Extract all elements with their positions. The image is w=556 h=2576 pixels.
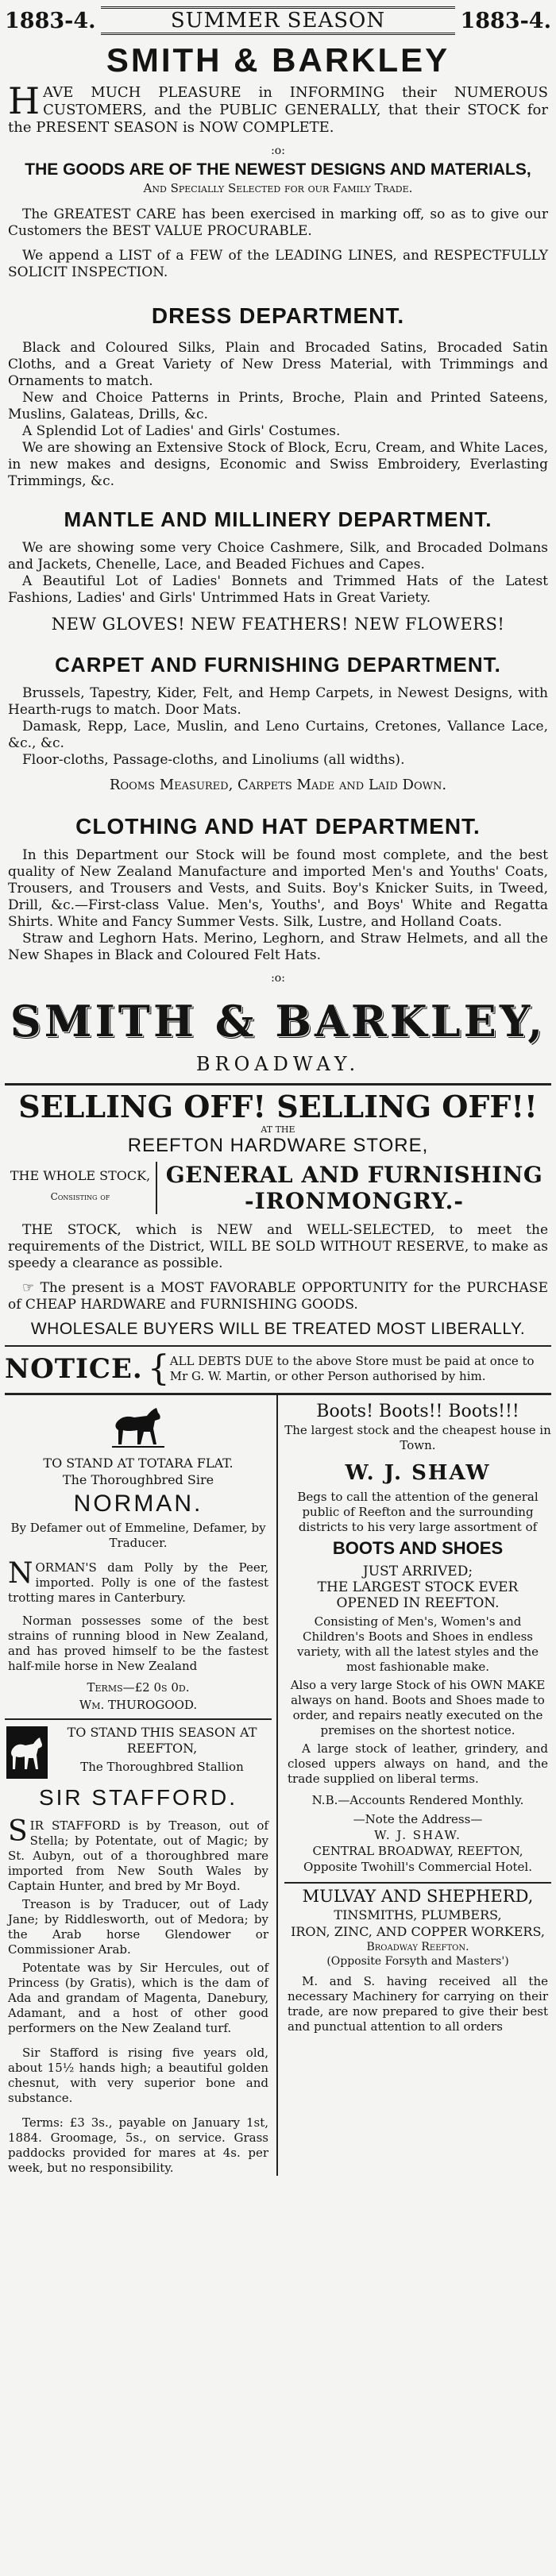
intro-drop-cap: H bbox=[8, 79, 41, 122]
stafford-name: SIR STAFFORD. bbox=[38, 1785, 238, 1810]
nb-accounts: N.B.—Accounts Rendered Monthly. bbox=[311, 1793, 524, 1807]
stock-paragraph: THE STOCK, which is NEW and WELL-SELECTED, to meet the requirements of the District, WILL BE SOLD WITHOUT RESERVE, to make as speedy a clearance as possible. bbox=[8, 1222, 548, 1271]
own-make-text: Also a very large Stock of his OWN MAKE always on hand. Boots and Shoes made to order, and repairs neatly executed on the premises on the shortest notice. bbox=[290, 1678, 546, 1737]
list-paragraph: We append a LIST of a FEW of the LEADING LINES, and RESPECTFULLY SOLICIT INSPECTION. bbox=[8, 248, 548, 280]
intro-paragraph bbox=[8, 79, 548, 137]
two-column-section bbox=[5, 1395, 551, 2176]
year-right: 1883-4. bbox=[460, 8, 551, 33]
notice-block bbox=[5, 1348, 551, 1389]
boots-sub: The largest stock and the cheapest house in Town. bbox=[284, 1423, 551, 1452]
horse-icon bbox=[5, 1725, 52, 1784]
stafford-potentate: Potentate was by Sir Hercules, out of Princess (by Gratis), which is the dam of Ada and grandam of Magenta, Danebury, Adamant, and a host of other good performers on the New Zealand turf. bbox=[8, 1961, 268, 2035]
stafford-terms: Terms: £3 3s., payable on January 1st, 1884. Groomage, 5s., on service. Grass paddocks provided for mares at 4s. per week, but no responsibility. bbox=[8, 2115, 268, 2175]
mulvay-name: MULVAY AND SHEPHERD, bbox=[302, 1887, 534, 1906]
clothing-body bbox=[5, 847, 551, 964]
boots-headline: Boots! Boots!! Boots!!! bbox=[316, 1402, 519, 1421]
care-paragraph: The GREATEST CARE has been exercised in marking off, so as to give our Customers the BEST VALUE PROCURABLE. bbox=[8, 206, 548, 239]
dress-body bbox=[5, 340, 551, 490]
note-address: —Note the Address— bbox=[353, 1812, 483, 1826]
whole-stock: THE WHOLE STOCK, bbox=[10, 1168, 151, 1183]
carpet-body bbox=[5, 685, 551, 769]
separator: :o: bbox=[271, 972, 285, 985]
mantle-title: MANTLE AND MILLINERY DEPARTMENT. bbox=[64, 507, 492, 531]
pointing-hand-icon: ☞ bbox=[22, 1280, 41, 1296]
mulvay-opp: (Opposite Forsyth and Masters') bbox=[326, 1955, 509, 1968]
footer-firm-name: SMITH & BARKLEY, bbox=[10, 996, 546, 1047]
general-furnishing: GENERAL AND FURNISHING bbox=[165, 1162, 543, 1188]
just-arrived: JUST ARRIVED; bbox=[362, 1564, 473, 1579]
rooms-line: Rooms Measured, Carpets Made and Laid Down. bbox=[109, 777, 447, 793]
stafford-to-stand: TO STAND THIS SEASON AT REEFTON, bbox=[67, 1725, 257, 1756]
firm-title: SMITH & BARKLEY bbox=[106, 41, 450, 79]
whole-stock-box bbox=[5, 1162, 157, 1214]
address-street: CENTRAL BROADWAY, REEFTON, bbox=[312, 1844, 523, 1858]
ironmongry: -IRONMONGRY.- bbox=[244, 1188, 465, 1214]
norman-by-line: By Defamer out of Emmeline, Defamer, by Traducer. bbox=[10, 1521, 266, 1550]
norman-sire-line: The Thoroughbred Sire bbox=[62, 1472, 214, 1487]
norman-name: NORMAN. bbox=[73, 1490, 203, 1517]
dress-line: A Splendid Lot of Ladies' and Girls' Costumes. bbox=[22, 423, 341, 439]
notice-brace: { bbox=[147, 1348, 170, 1389]
carpet-title: CARPET AND FURNISHING DEPARTMENT. bbox=[55, 653, 501, 677]
stafford-pedigree: S IR STAFFORD is by Treason, out of Stella; by Potentate, out of Magic; by St. Aubyn, out of a thoroughbred mare imported from New South Wales by Captain Hunter, and bred by Mr Boyd. bbox=[8, 1815, 268, 1893]
mantle-line: We are showing some very Choice Cashmere, Silk, and Brocaded Dolmans and Jackets, Chenelle, Lace, and Beaded Fichues and Capes. bbox=[8, 540, 548, 573]
norman-terms: Terms—£2 0s 0d. bbox=[87, 1680, 190, 1695]
dress-line: We are showing an Extensive Stock of Block, Ecru, Cream, and White Laces, in new makes and designs, Economic and Swiss Embroidery, Everlasting Trimmings, &c. bbox=[8, 440, 548, 489]
stafford-treason: Treason is by Traducer, out of Lady Jane; by Riddlesworth, out of Medora; by the Arab horse Glendower or Commissioner Arab. bbox=[8, 1897, 268, 1957]
separator: :o: bbox=[271, 145, 285, 157]
norman-dam: N ORMAN'S dam Polly by the Peer, imported. Polly is one of the fastest trotting mares in Canterbury. bbox=[8, 1557, 268, 1605]
at-the: AT THE bbox=[261, 1124, 295, 1135]
mulvay-iron: IRON, ZINC, AND COPPER WORKERS, bbox=[291, 1924, 545, 1939]
clothing-line: Straw and Leghorn Hats. Merino, Leghorn, and Straw Helmets, and all the New Shapes in Black and Coloured Felt Hats. bbox=[8, 931, 548, 963]
present-paragraph: ☞ The present is a MOST FAVORABLE OPPORTUNITY for the PURCHASE of CHEAP HARDWARE and FURNISHING GOODS. bbox=[8, 1280, 548, 1313]
right-column bbox=[278, 1395, 551, 2176]
notice-word: NOTICE. bbox=[5, 1353, 143, 1385]
norman-drop-cap: N bbox=[8, 1557, 33, 1590]
left-column bbox=[5, 1395, 278, 2176]
consisting-text: Consisting of Men's, Women's and Children's Boots and Shoes in endless variety, with all the latest styles and the most fashionable make. bbox=[296, 1614, 539, 1674]
leather-text: A large stock of leather, grindery, and closed uppers always on hand, and the trade supplied on liberal terms. bbox=[288, 1741, 548, 1786]
mulvay-street: Broadway Reefton. bbox=[366, 1941, 469, 1953]
address-opp: Opposite Twohill's Commercial Hotel. bbox=[303, 1860, 532, 1874]
stafford-rising: Sir Stafford is rising five years old, about 15½ hands high; a beautiful golden chesnut, with very superior bone and substance. bbox=[8, 2046, 268, 2105]
rule bbox=[5, 1718, 272, 1720]
rule bbox=[284, 1882, 551, 1884]
consisting-of: Consisting of bbox=[50, 1191, 110, 1202]
intro-text: AVE MUCH PLEASURE in INFORMING their NUMEROUS CUSTOMERS, and the PUBLIC GENERALLY, that their STOCK for the PRESENT SEASON is NOW COMPLETE. bbox=[8, 84, 548, 136]
clothing-line: In this Department our Stock will be found most complete, and the best quality of New Zealand Manufacture and imported Men's and Youths' Coats, Trousers, and Trousers and Vests, and Suits. Boy's Knicker Suits, in Tweed, Drill, &c.—First-class Value. Men's, Youths', and Boys' White and Regatta Shirts. White and Fancy Summer Vests. Silk, Lustre, and Holland Coats. bbox=[8, 847, 548, 930]
footer-street: BROADWAY. bbox=[195, 1053, 361, 1075]
carpet-line: Brussels, Tapestry, Kider, Felt, and Hemp Carpets, in Newest Designs, with Hearth-rugs to match. Door Mats. bbox=[8, 685, 548, 718]
carpet-line: Floor-cloths, Passage-cloths, and Linoliums (all widths). bbox=[22, 752, 405, 768]
season-title: SUMMER SEASON bbox=[101, 6, 456, 35]
carpet-line: Damask, Repp, Lace, Muslin, and Leno Curtains, Cretones, Vallance Lace, &c., &c. bbox=[8, 719, 548, 751]
year-left: 1883-4. bbox=[5, 8, 96, 33]
boots-shoes: BOOTS AND SHOES bbox=[332, 1538, 504, 1558]
rule bbox=[5, 1083, 551, 1086]
address-name: W. J. SHAW. bbox=[374, 1828, 461, 1842]
mantle-body bbox=[5, 540, 551, 607]
shaw-begs: Begs to call the attention of the general public of Reefton and the surrounding districts to his very large assortment of bbox=[297, 1490, 539, 1534]
wholesale-line: WHOLESALE BUYERS WILL BE TREATED MOST LIBERALLY. bbox=[30, 1320, 526, 1338]
stafford-stallion-line: The Thoroughbred Stallion bbox=[80, 1760, 244, 1774]
stafford-drop-cap: S bbox=[8, 1815, 28, 1848]
stock-box bbox=[5, 1162, 551, 1214]
season-banner bbox=[5, 5, 551, 37]
norman-to-stand: TO STAND AT TOTARA FLAT. bbox=[43, 1456, 234, 1471]
norman-possesses: Norman possesses some of the best strains of running blood in New Zealand, and has proved himself to be the fastest half-mile horse in New Zealand bbox=[8, 1614, 268, 1673]
gloves-slogan: NEW GLOVES! NEW FEATHERS! NEW FLOWERS! bbox=[51, 615, 505, 634]
largest-stock: THE LARGEST STOCK EVER OPENED IN REEFTON. bbox=[317, 1579, 519, 1611]
general-box bbox=[157, 1162, 551, 1214]
selling-headline: SELLING OFF! SELLING OFF!! bbox=[18, 1089, 538, 1124]
horse-icon bbox=[5, 1405, 272, 1452]
shaw-name: W. J. SHAW bbox=[345, 1461, 491, 1485]
newspaper-page bbox=[5, 0, 551, 2576]
goods-headline: THE GOODS ARE OF THE NEWEST DESIGNS AND MATERIALS, bbox=[25, 160, 531, 179]
store-name: REEFTON HARDWARE STORE, bbox=[127, 1135, 429, 1156]
clothing-title: CLOTHING AND HAT DEPARTMENT. bbox=[75, 814, 481, 839]
stafford-header bbox=[5, 1725, 272, 1784]
mulvay-trades: TINSMITHS, PLUMBERS, bbox=[334, 1907, 502, 1922]
dress-line: Black and Coloured Silks, Plain and Brocaded Satins, Brocaded Satin Cloths, and a Great Variety of New Dress Material, with Trimmings and Ornaments to match. bbox=[8, 340, 548, 389]
mantle-line: A Beautiful Lot of Ladies' Bonnets and Trimmed Hats of the Latest Fashions, Ladies' and Girls' Untrimmed Hats in Great Variety. bbox=[8, 573, 548, 606]
goods-subline: And Specially Selected for our Family Trade. bbox=[143, 181, 413, 195]
dress-title: DRESS DEPARTMENT. bbox=[151, 303, 405, 328]
mulvay-text: M. and S. having received all the necessary Machinery for carrying on their trade, are now prepared to give their best and punctual attention to all orders bbox=[288, 1974, 548, 2034]
norman-owner: Wm. THUROGOOD. bbox=[79, 1698, 198, 1712]
rule bbox=[5, 1345, 551, 1347]
dress-line: New and Choice Patterns in Prints, Broche, Plain and Printed Sateens, Muslins, Galateas, Drills, &c. bbox=[8, 390, 548, 422]
notice-text: ALL DEBTS DUE to the above Store must be paid at once to Mr G. W. Martin, or other Person authorised by him. bbox=[169, 1354, 535, 1383]
